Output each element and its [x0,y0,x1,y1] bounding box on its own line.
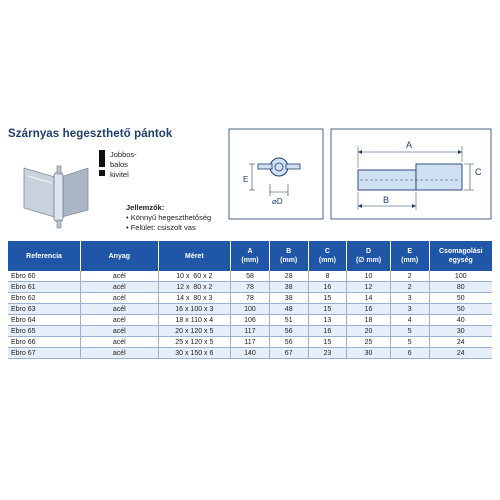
cell-material: acél [81,282,158,293]
col-header-size: Méret [158,241,231,271]
cell-b: 38 [269,282,308,293]
cell-reference: Ebro 63 [8,304,81,315]
cell-material: acél [81,326,158,337]
cell-material: acél [81,304,158,315]
cell-c: 13 [308,315,347,326]
table-row [8,271,492,282]
handedness-line: kivitel [110,170,129,179]
cell-a: 117 [231,337,270,348]
cell-reference: Ebro 60 [8,271,81,282]
dim-a-label: A [406,140,413,150]
table-row [8,315,492,326]
cell-e: 2 [390,282,429,293]
cell-reference: Ebro 66 [8,337,81,348]
col-header-a-text: A (mm) [241,248,259,264]
cell-size: 18 x 110 x 4 [158,315,231,326]
table-header-row [8,241,492,271]
cell-material: acél [81,271,158,282]
cell-a: 58 [231,271,270,282]
handedness-line: Jobbos- [110,150,137,159]
col-header-c-text: C (mm) [318,248,336,264]
cell-size: 10 x 60 x 2 [158,271,231,282]
cell-d: 30 [347,348,391,359]
cell-reference: Ebro 67 [8,348,81,359]
cell-size: 20 x 120 x 5 [158,326,231,337]
front-view-diagram [330,128,492,220]
cell-c: 15 [308,304,347,315]
cell-e: 3 [390,304,429,315]
table-row [8,304,492,315]
cell-reference: Ebro 61 [8,282,81,293]
cell-d: 25 [347,337,391,348]
cell-package: 50 [429,304,492,315]
cell-size: 14 x 80 x 3 [158,293,231,304]
cell-c: 15 [308,337,347,348]
cell-a: 106 [231,315,270,326]
cell-b: 51 [269,315,308,326]
table-row [8,293,492,304]
cell-c: 15 [308,293,347,304]
cell-size: 12 x 80 x 2 [158,282,231,293]
cell-d: 16 [347,304,391,315]
table-row [8,282,492,293]
spec-table [8,241,492,359]
table-row [8,326,492,337]
cell-b: 56 [269,326,308,337]
dim-b-label: B [383,195,390,205]
col-header-package [429,241,492,271]
cell-a: 78 [231,293,270,304]
col-header-b-text: B (mm) [280,248,298,264]
cell-b: 28 [269,271,308,282]
dim-d-label: ⌀D [272,197,283,206]
cell-package: 30 [429,326,492,337]
cell-material: acél [81,337,158,348]
cell-package: 40 [429,315,492,326]
cell-reference: Ebro 65 [8,326,81,337]
cell-d: 14 [347,293,391,304]
cell-e: 4 [390,315,429,326]
col-header-reference: Referencia [8,241,81,271]
cell-e: 5 [390,337,429,348]
table-row [8,348,492,359]
col-header-e [390,241,429,271]
cell-size: 16 x 100 x 3 [158,304,231,315]
cell-material: acél [81,348,158,359]
cell-d: 12 [347,282,391,293]
page-title: Szárnyas hegeszthető pántok [8,128,173,140]
cell-b: 38 [269,293,308,304]
cell-e: 6 [390,348,429,359]
cell-e: 3 [390,293,429,304]
side-view-diagram [228,128,324,220]
col-header-package-text: Csomagolási egység [438,248,483,264]
table-body [8,271,492,359]
cell-size: 25 x 120 x 5 [158,337,231,348]
cell-d: 18 [347,315,391,326]
cell-reference: Ebro 62 [8,293,81,304]
dim-e-label: E [243,175,249,184]
cell-c: 23 [308,348,347,359]
col-header-a [231,241,270,271]
cell-d: 20 [347,326,391,337]
col-header-d-text: D (∅ mm) [355,248,382,264]
cell-b: 48 [269,304,308,315]
cell-a: 78 [231,282,270,293]
cell-c: 16 [308,326,347,337]
feature-item: • Könnyű hegeszthetőség [126,213,212,222]
cell-a: 140 [231,348,270,359]
cell-d: 10 [347,271,391,282]
col-header-material: Anyag [81,241,158,271]
col-header-c [308,241,347,271]
features-title: Jellemzők: [126,203,165,212]
features-block [126,203,211,233]
cell-c: 16 [308,282,347,293]
cell-reference: Ebro 64 [8,315,81,326]
cell-material: acél [81,293,158,304]
dim-c-label: C [475,167,482,177]
feature-item: • Felület: csiszolt vas [126,223,196,232]
cell-e: 5 [390,326,429,337]
cell-package: 50 [429,293,492,304]
cell-package: 80 [429,282,492,293]
cell-size: 30 x 150 x 6 [158,348,231,359]
cell-package: 100 [429,271,492,282]
handedness-text [110,150,137,180]
features-list [126,213,211,233]
cell-material: acél [81,315,158,326]
col-header-b [269,241,308,271]
exclamation-icon [96,150,108,176]
handedness-line: balos [110,160,128,169]
col-header-d [347,241,391,271]
cell-a: 100 [231,304,270,315]
cell-b: 56 [269,337,308,348]
cell-package: 24 [429,337,492,348]
cell-b: 67 [269,348,308,359]
col-header-e-text: E (mm) [401,248,419,264]
cell-package: 24 [429,348,492,359]
cell-c: 8 [308,271,347,282]
cell-e: 2 [390,271,429,282]
handedness-note [96,150,156,190]
table-row [8,337,492,348]
cell-a: 117 [231,326,270,337]
